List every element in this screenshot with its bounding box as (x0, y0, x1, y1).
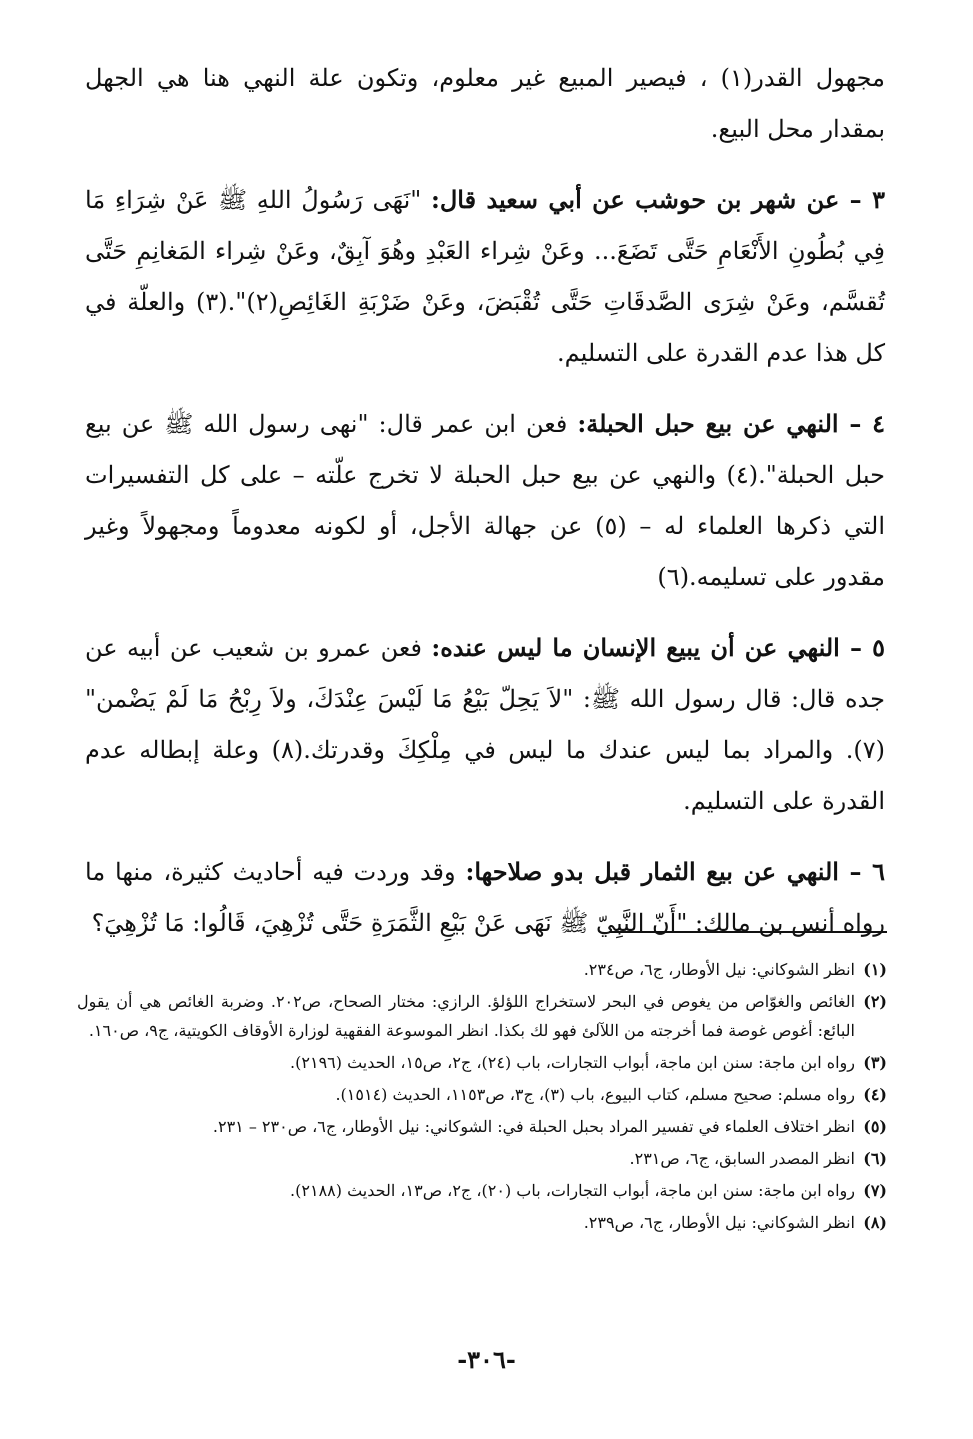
paragraph-2-text: "نَهَى رَسُولُ اللهِ ﷺ عَنْ شِرَاءِ مَا فِي بُطُونِ الأَنْعَامِ حَتَّى تَضَعَ... وعَنْ شِراء العَبْدِ وهُوَ آبِقٌ، وعَنْ شِراء المَغانِمِ حَتَّى تُقسَّم، وعَنْ شِرَى الصَّدقَاتِ حَتَّى تُقْبَضَ، وعَنْ ضَرْبَةِ الغَائِصِ(٢)".(٣) والعلّة في كل هذا عدم القدرة على التسليم. (85, 186, 885, 367)
footnote-number: (٥) (863, 1117, 887, 1136)
footnote-number: (٤) (863, 1085, 887, 1104)
footnote-number: (٧) (863, 1181, 887, 1200)
paragraph-3 (85, 398, 885, 603)
paragraph-4 (85, 622, 885, 827)
footnote-item (77, 1208, 887, 1237)
footnote-item (77, 987, 887, 1045)
paragraph-2-heading: ٣ – عن شهر بن حوشب عن أبي سعيد قال: (430, 185, 885, 214)
footnote-text: رواه ابن ماجة: سنن ابن ماجة، أبواب التجارات، باب (٢٠)، ج٢، ص١٣، الحديث (٢١٨٨). (290, 1181, 855, 1200)
footnote-item (77, 1112, 887, 1141)
footnote-text: انظر المصدر السابق، ج٦، ص٢٣١. (629, 1149, 855, 1168)
paragraph-1 (85, 52, 885, 155)
footnote-text: رواه مسلم: صحيح مسلم، كتاب البيوع، باب (٣)، ج٣، ص١١٥٣، الحديث (١٥١٤). (335, 1085, 855, 1104)
footnote-text: انظر اختلاف العلماء في تفسير المراد بحبل الحبلة في: الشوكاني: نيل الأوطار، ج٦، ص٢٣٠ – ٢٣١. (212, 1117, 855, 1136)
footnote-text: انظر الشوكاني: نيل الأوطار، ج٦، ص٢٣٩. (583, 1213, 855, 1232)
footnote-item (77, 1176, 887, 1205)
footnote-text: الغائص والغوّاص من يغوص في البحر لاستخراج اللؤلؤ. الرازي: مختار الصحاح، ص٢٠٢. وضربة الغائص هي أن يقول البائع: أغوص غوصة فما أخرجته من اللآلئ فهو لك بكذا. انظر الموسوعة الفقهية لوزارة الأوقاف الكويتية، ج٩، ص١٦٠. (77, 992, 856, 1040)
footnote-number: (٣) (863, 1053, 887, 1072)
paragraph-2 (85, 174, 885, 379)
footnote-separator (609, 931, 887, 933)
main-text (85, 52, 885, 968)
footnote-text: رواه ابن ماجة: سنن ابن ماجة، أبواب التجارات، باب (٢٤)، ج٢، ص١٥، الحديث (٢١٩٦). (290, 1053, 855, 1072)
paragraph-5-heading: ٦ – النهي عن بيع الثمار قبل بدو صلاحها: (465, 857, 886, 886)
paragraph-5-text: وقد وردت فيه أحاديث كثيرة، منها ما رواه أنس بن مالك: "أَنّ النَّبِيّ ﷺ نَهَى عَنْ بَيْعِ الثَّمَرَةِ حَتَّى تُزْهِيَ، قَالُوا: مَا تُزْهِيَ؟ (85, 858, 885, 937)
footnotes (77, 955, 887, 1240)
paragraph-3-heading: ٤ – النهي عن بيع حبل الحبلة: (577, 409, 885, 438)
footnote-number: (٨) (863, 1213, 887, 1232)
footnote-item (77, 1144, 887, 1173)
footnote-number: (٦) (863, 1149, 887, 1168)
footnote-number: (١) (863, 960, 887, 979)
footnote-item (77, 1048, 887, 1077)
footnote-item (77, 955, 887, 984)
paragraph-5 (85, 846, 885, 949)
paragraph-4-text: فعن عمرو بن شعيب عن أبيه عن جده قال: قال رسول الله ﷺ: "لاَ يَحِلّ بَيْعُ مَا لَيْسَ عِنْدَكَ، ولاَ رِبْحُ مَا لَمْ يَضْمن"(٧). والمراد بما ليس عندك ما ليس في مِلْكِكَ وقدرتك.(٨) وعلة إبطاله عدم القدرة على التسليم. (85, 634, 885, 815)
footnote-number: (٢) (863, 992, 887, 1011)
page-number: -٣٠٦- (457, 1345, 516, 1374)
paragraph-3-text: فعن ابن عمر قال: "نهى رسول الله ﷺ عن بيع حبل الحبلة".(٤) والنهي عن بيع حبل الحبلة لا تخرج علّته – على كل التفسيرات التي ذكرها العلماء له – (٥) عن جهالة الأجل، أو لكونه معدوماً ومجهولاً وغير مقدور على تسليمه.(٦) (85, 410, 885, 591)
footnote-item (77, 1080, 887, 1109)
footnote-text: انظر الشوكاني: نيل الأوطار، ج٦، ص٢٣٤. (583, 960, 855, 979)
paragraph-4-heading: ٥ – النهي عن أن يبيع الإنسان ما ليس عنده: (431, 633, 885, 662)
paragraph-1-text: مجهول القدر(١) ، فيصير المبيع غير معلوم، وتكون علة النهي هنا هي الجهل بمقدار محل البيع. (85, 64, 886, 143)
